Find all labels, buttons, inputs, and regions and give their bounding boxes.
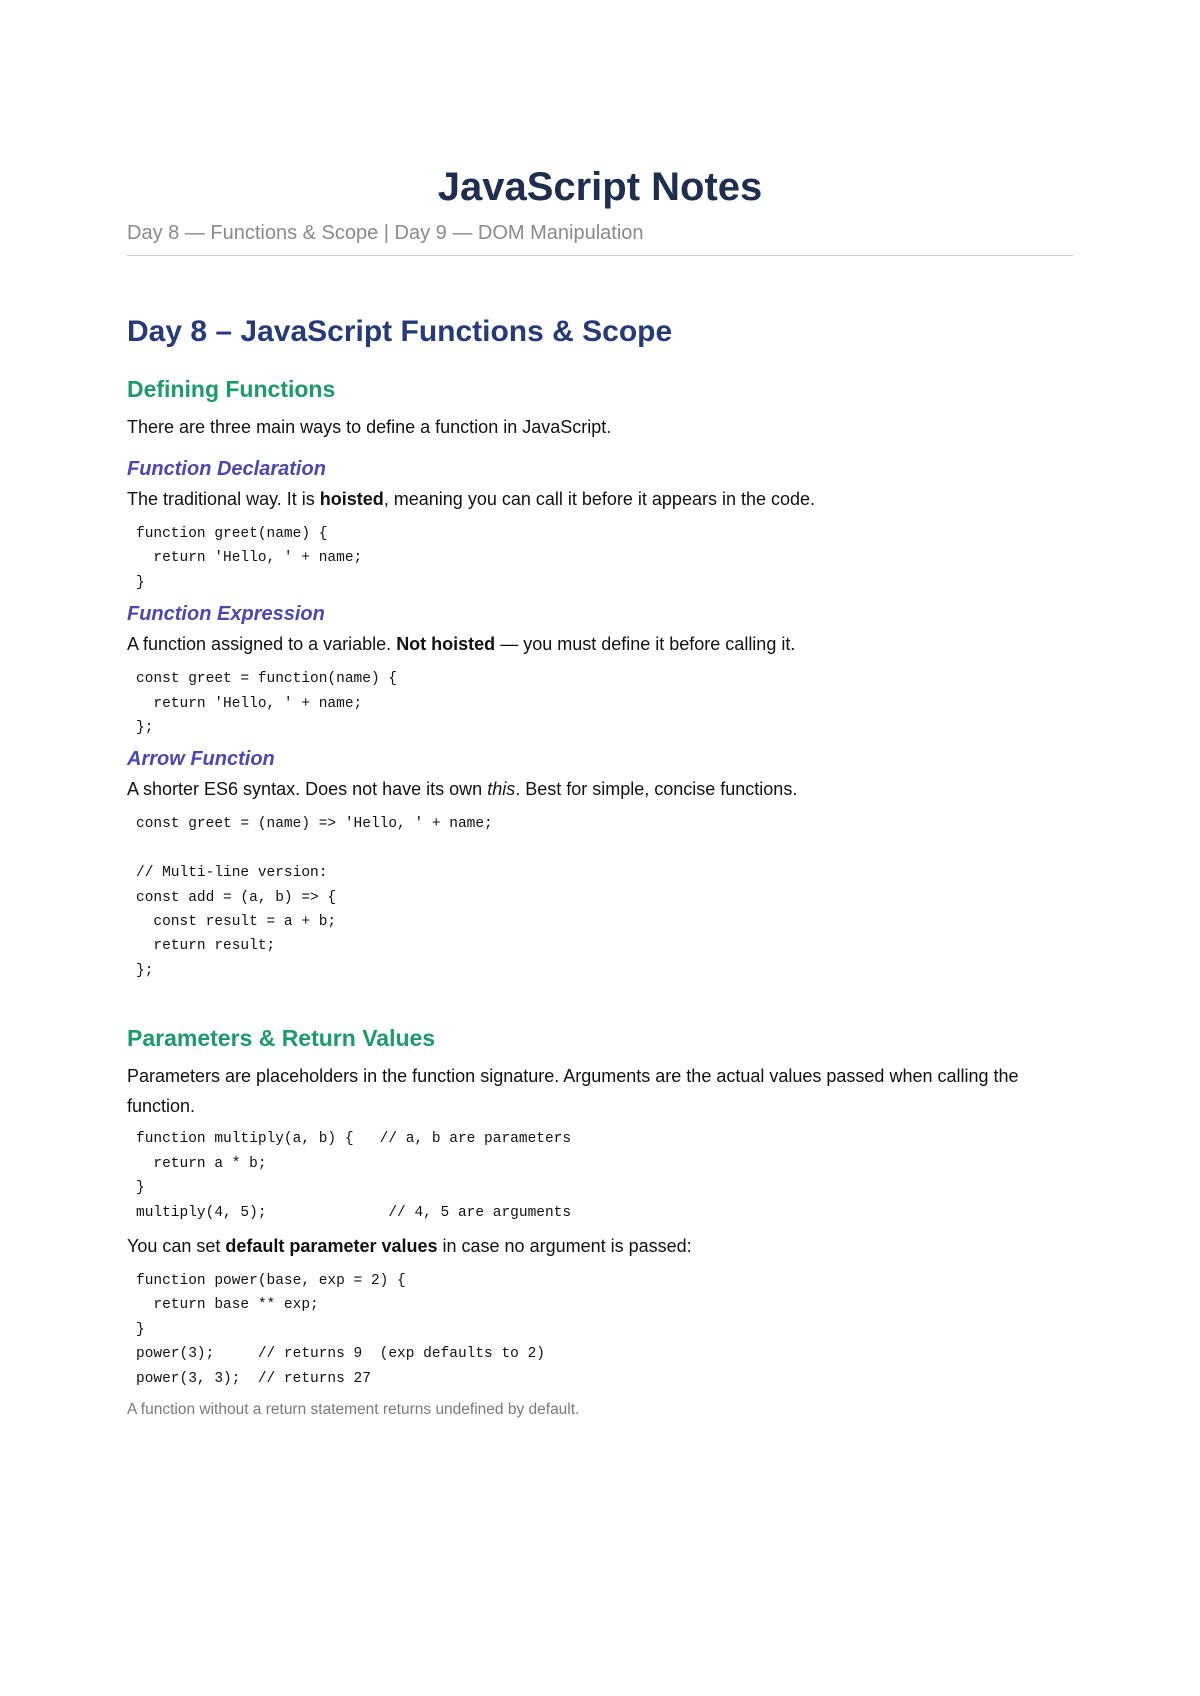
function-declaration-code: function greet(name) { return 'Hello, ' + name; } xyxy=(136,526,363,591)
day8-heading: Day 8 – JavaScript Functions & Scope xyxy=(127,315,673,348)
arrow-function-heading: Arrow Function xyxy=(127,748,275,771)
function-declaration-text: The traditional way. It is hoisted, meaning you can call it before it appears in the code. xyxy=(127,489,816,509)
function-expression-heading: Function Expression xyxy=(127,603,325,626)
return-undefined-note: A function without a return statement returns undefined by default. xyxy=(127,1400,580,1418)
default-params-text: You can set default parameter values in case no argument is passed: xyxy=(127,1235,692,1256)
parameters-code: function multiply(a, b) { // a, b are parameters return a * b; } multiply(4, 5); // 4, 5 are arguments xyxy=(136,1131,572,1221)
function-expression-code: const greet = function(name) { return 'Hello, ' + name; }; xyxy=(136,671,398,737)
arrow-function-text: A shorter ES6 syntax. Does not have its own this. Best for simple, concise functions. xyxy=(127,779,798,800)
parameters-intro: Parameters are placeholders in the function signature. Arguments are the actual values passed when calling the function. xyxy=(127,1066,1019,1117)
parameters-heading: Parameters & Return Values xyxy=(127,1025,436,1052)
default-params-code: function power(base, exp = 2) { return base ** exp; } power(3); // returns 9 (exp defaults to 2) power(3, 3); // returns 27 xyxy=(136,1272,545,1387)
defining-functions-heading: Defining Functions xyxy=(127,376,336,402)
arrow-function-code: const greet = (name) => 'Hello, ' + name; // Multi-line version: const add = (a, b) => { const result = a + b; return result; }; xyxy=(136,816,493,979)
document-subtitle: Day 8 — Functions & Scope | Day 9 — DOM Manipulation xyxy=(127,219,1073,256)
function-declaration-heading: Function Declaration xyxy=(127,458,326,480)
document-title: JavaScript Notes xyxy=(437,165,763,209)
function-expression-text: A function assigned to a variable. Not hoisted — you must define it before calling it. xyxy=(127,634,796,655)
defining-functions-intro: There are three main ways to define a function in JavaScript. xyxy=(127,417,612,437)
